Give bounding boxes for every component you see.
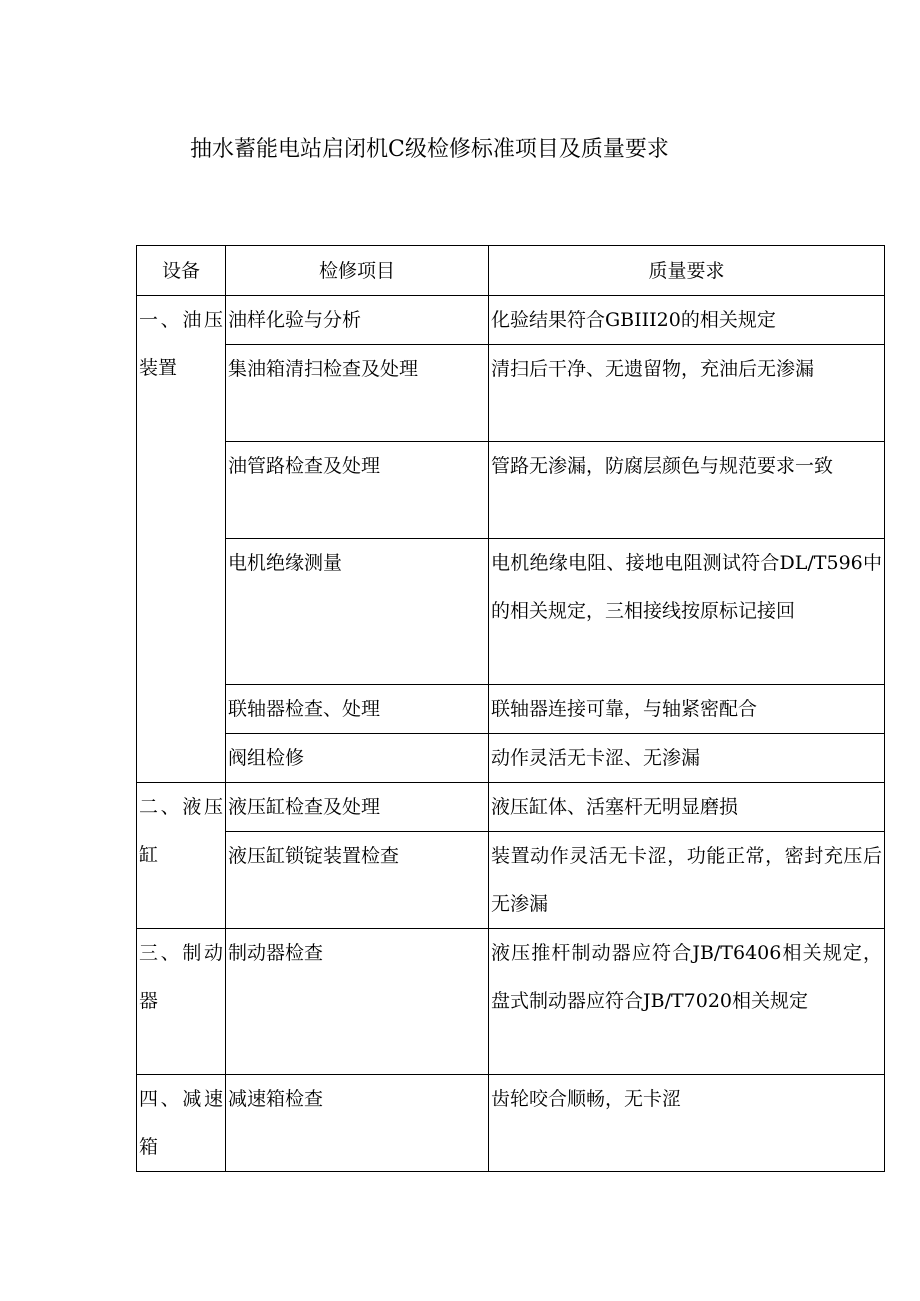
item-cell: 油样化验与分析 [226,296,489,345]
item-cell: 联轴器检查、处理 [226,685,489,734]
item-cell: 阀组检修 [226,734,489,783]
table-row [137,1075,885,1172]
table-header-row [137,246,885,296]
item-cell: 液压缸锁锭装置检查 [226,832,489,929]
requirement-cell: 化验结果符合GBIII20的相关规定 [489,296,885,345]
table-row [137,296,885,345]
equipment-cell-brake: 三、制动器 [137,929,226,1075]
table-row [137,345,885,442]
item-cell: 集油箱清扫检查及处理 [226,345,489,442]
header-quality-requirement: 质量要求 [489,246,885,296]
item-cell: 减速箱检查 [226,1075,489,1172]
table-row [137,929,885,1075]
item-cell: 液压缸检查及处理 [226,783,489,832]
header-equipment: 设备 [137,246,226,296]
table-row [137,783,885,832]
maintenance-standard-table [136,245,885,1172]
equipment-cell-hydraulic-cylinder: 二、液压缸 [137,783,226,929]
requirement-cell: 电机绝缘电阻、接地电阻测试符合DL/T596中的相关规定，三相接线按原标记接回 [489,539,885,685]
requirement-cell: 清扫后干净、无遗留物，充油后无渗漏 [489,345,885,442]
item-cell: 油管路检查及处理 [226,442,489,539]
equipment-cell-gearbox: 四、减速箱 [137,1075,226,1172]
header-maintenance-item: 检修项目 [226,246,489,296]
table-row [137,442,885,539]
requirement-cell: 动作灵活无卡涩、无渗漏 [489,734,885,783]
document-title: 抽水蓄能电站启闭机C级检修标准项目及质量要求 [190,137,669,162]
requirement-cell: 液压推杆制动器应符合JB/T6406相关规定，盘式制动器应符合JB/T7020相关规定 [489,929,885,1075]
table-row [137,685,885,734]
table-row [137,832,885,929]
requirement-cell: 管路无渗漏，防腐层颜色与规范要求一致 [489,442,885,539]
equipment-cell-oil-pressure-unit: 一、油压装置 [137,296,226,783]
requirement-cell: 联轴器连接可靠，与轴紧密配合 [489,685,885,734]
requirement-cell: 装置动作灵活无卡涩，功能正常，密封充压后无渗漏 [489,832,885,929]
table-row [137,734,885,783]
item-cell: 制动器检查 [226,929,489,1075]
requirement-cell: 液压缸体、活塞杆无明显磨损 [489,783,885,832]
item-cell: 电机绝缘测量 [226,539,489,685]
requirement-cell: 齿轮咬合顺畅，无卡涩 [489,1075,885,1172]
table-row [137,539,885,685]
